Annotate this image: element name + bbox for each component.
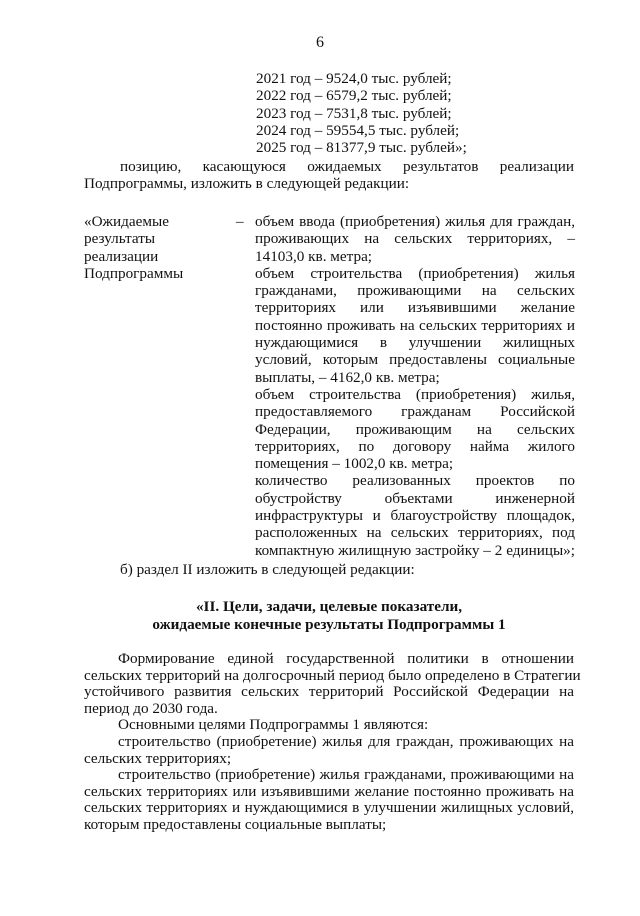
results-line: гражданами, проживающими на сельских (255, 282, 575, 300)
results-label-line: «Ожидаемые (84, 213, 169, 230)
results-line: помещения – 1002,0 кв. метра; (255, 455, 454, 473)
heading-line: ожидаемые конечные результаты Подпрограммы 1 (152, 616, 506, 633)
results-line: территориях, по договору найма жилого (255, 437, 575, 455)
body-line: сельских территориях и нуждающимися в улучшении жилищных условий, (84, 799, 574, 817)
body-line: сельских территориях или изъявившими желание постоянно проживать на (84, 782, 574, 800)
results-line: проживающих на сельских территориях, – (255, 230, 575, 248)
body-line: устойчивого развития сельских территорий Российской Федерации на (84, 683, 574, 701)
results-line: нуждающимися в улучшении жилищных (255, 334, 575, 352)
results-line: расположенных на сельских территориях, под (255, 524, 575, 542)
funding-list (256, 70, 467, 156)
intro-line: позицию, касающуюся ожидаемых результатов реализации (120, 158, 574, 175)
section-heading (84, 598, 574, 634)
funding-line: 2024 год – 59554,5 тыс. рублей; (256, 121, 460, 139)
intro-line: Подпрограммы, изложить в следующей редакции: (84, 175, 410, 192)
body-line: которым предоставлены социальные выплаты; (84, 815, 387, 833)
heading-line: «II. Цели, задачи, целевые показатели, (195, 598, 463, 615)
funding-line: 2022 год – 6579,2 тыс. рублей; (256, 87, 452, 105)
funding-line: 2025 год – 81377,9 тыс. рублей»; (256, 139, 467, 157)
results-label-line: результаты (84, 230, 156, 248)
results-line: условий, которым предоставлены социальные (255, 351, 575, 369)
results-label-line: Подпрограммы (84, 264, 184, 282)
body-line: строительство (приобретение) жилья для граждан, проживающих на (118, 732, 574, 750)
results-line: предоставляемого гражданам Российской (255, 403, 575, 421)
results-line: выплаты, – 4162,0 кв. метра; (255, 368, 440, 386)
body-line: период до 2030 года. (84, 699, 218, 717)
results-line: компактную жилищную застройку – 2 единицы»; (255, 541, 575, 559)
results-line: 14103,0 кв. метра; (255, 247, 373, 265)
results-line: Федерации, проживающим на сельских (255, 420, 575, 438)
body-line: сельских территорий на долгосрочный период было определено в Стратегии (84, 666, 581, 684)
results-line: обустройству объектами инженерной (255, 489, 575, 507)
results-line: объем ввода (приобретения) жилья для граждан, (255, 213, 575, 230)
results-line: количество реализованных проектов по (255, 472, 575, 490)
body-text (84, 650, 581, 833)
body-line: сельских территориях; (84, 749, 232, 767)
results-line: объем строительства (приобретения) жилья (255, 264, 575, 282)
section-b-line: б) раздел II изложить в следующей редакции: (120, 561, 415, 578)
results-line: постоянно проживать на сельских территориях и (255, 316, 575, 334)
body-line: строительство (приобретение) жилья гражданами, проживающими на (118, 766, 574, 784)
results-dash: – (236, 213, 244, 230)
body-line: Основными целями Подпрограммы 1 являются: (118, 716, 429, 734)
results-line: территориях или изъявившими желание (255, 299, 575, 317)
page-number: 6 (316, 34, 324, 51)
results-line: объем строительства (приобретения) жилья, (255, 385, 575, 403)
funding-line: 2023 год – 7531,8 тыс. рублей; (256, 104, 452, 122)
body-line: Формирование единой государственной политики в отношении (118, 650, 574, 667)
funding-line: 2021 год – 9524,0 тыс. рублей; (256, 70, 452, 87)
results-label-line: реализации (84, 247, 159, 265)
results-label (84, 213, 224, 282)
results-line: инфраструктуры и благоустройству площадок, (255, 507, 575, 525)
results-text (255, 213, 575, 559)
